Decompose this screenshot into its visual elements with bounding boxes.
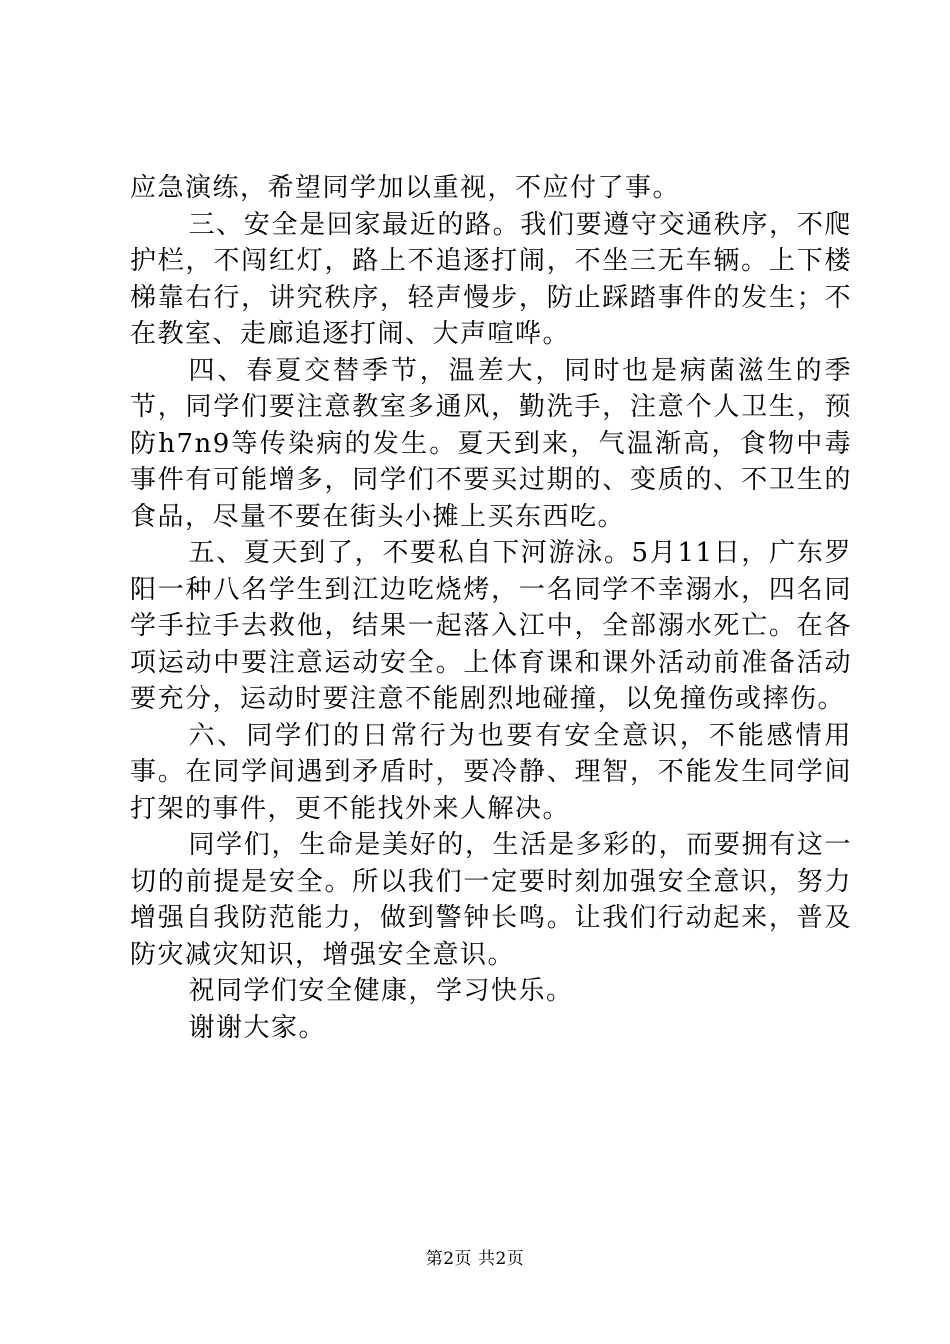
- paragraph-conclusion: 同学们，生命是美好的，生活是多彩的，而要拥有这一切的前提是安全。所以我们一定要时刻加强安全意识，努力增强自我防范能力，做到警钟长鸣。让我们行动起来，普及防灾减灾知识，增强安全意识。: [130, 830, 852, 970]
- paragraph-water-sports-safety: 五、夏天到了，不要私自下河游泳。5月11日，广东罗阳一种八名学生到江边吃烧烤，一名同学不幸溺水，四名同学手拉手去救他，结果一起落入江中，全部溺水死亡。在各项运动中要注意运动安全。上体育课和课外活动前准备活动要充分，运动时要注意不能剧烈地碰撞，以免撞伤或摔伤。: [130, 538, 852, 714]
- paragraph-traffic-safety: 三、安全是回家最近的路。我们要遵守交通秩序，不爬护栏，不闯红灯，路上不追逐打闹，不坐三无车辆。上下楼梯靠右行，讲究秩序，轻声慢步，防止踩踏事件的发生；不在教室、走廊追逐打闹、大声喧哗。: [130, 209, 852, 349]
- paragraph-behavior-safety: 六、同学们的日常行为也要有安全意识，不能感情用事。在同学间遇到矛盾时，要冷静、理智，不能发生同学间打架的事件，更不能找外来人解决。: [130, 720, 852, 824]
- paragraph-health-safety: 四、春夏交替季节，温差大，同时也是病菌滋生的季节，同学们要注意教室多通风，勤洗手，注意个人卫生，预防h7n9等传染病的发生。夏天到来，气温渐高，食物中毒事件有可能增多，同学们不要买过期的、变质的、不卫生的食品，尽量不要在街头小摊上买东西吃。: [130, 355, 852, 532]
- paragraph-continuation: 应急演练，希望同学加以重视，不应付了事。: [130, 173, 681, 203]
- page-footer: 第2页 共2页: [425, 1249, 525, 1269]
- document-body: [130, 170, 852, 1046]
- paragraph-thanks: 谢谢大家。: [188, 1012, 327, 1043]
- paragraph-wishes: 祝同学们安全健康，学习快乐。: [188, 976, 574, 1006]
